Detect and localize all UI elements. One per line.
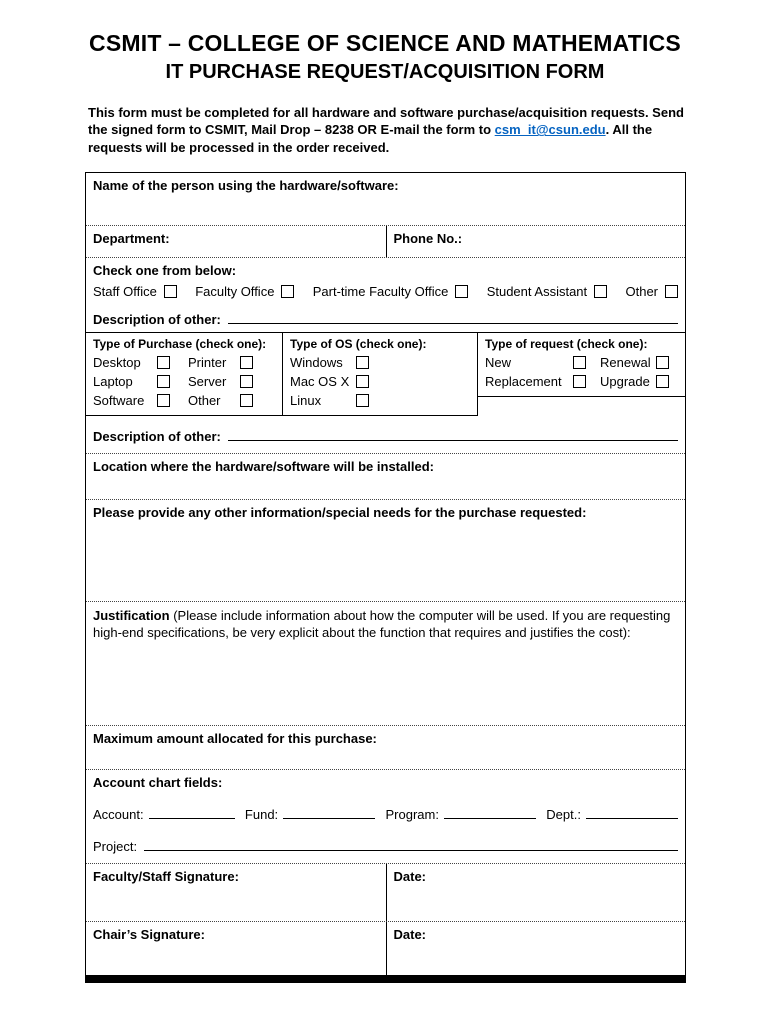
description-other-label-1: Description of other: xyxy=(93,311,221,327)
option-other xyxy=(625,284,678,299)
description-other-label-2: Description of other: xyxy=(93,428,221,444)
checkbox-student-assistant[interactable] xyxy=(594,285,607,298)
account-line[interactable] xyxy=(149,818,235,819)
option-faculty-office xyxy=(195,284,294,299)
account-chart-row xyxy=(86,769,685,863)
faculty-date-label: Date: xyxy=(393,868,427,884)
purchase-row-laptop-server xyxy=(93,374,275,389)
chair-signature-label: Chair’s Signature: xyxy=(93,926,205,942)
type-of-request-cell xyxy=(478,332,685,397)
description-other-row-2 xyxy=(86,416,685,453)
option-staff-office xyxy=(93,284,177,299)
checkbox-faculty-office[interactable] xyxy=(281,285,294,298)
type-of-request-label: Type of request (check one): xyxy=(485,336,648,351)
checkbox-mac-os-x[interactable] xyxy=(356,375,369,388)
location-input-area[interactable] xyxy=(93,474,678,494)
replacement-label: Replacement xyxy=(485,373,562,389)
software-label: Software xyxy=(93,392,145,408)
chair-date-cell[interactable] xyxy=(386,922,686,975)
part-time-faculty-office-label: Part-time Faculty Office xyxy=(312,283,449,299)
max-amount-label: Maximum amount allocated for this purchase: xyxy=(93,730,377,746)
checkbox-windows[interactable] xyxy=(356,356,369,369)
type-of-os-label: Type of OS (check one): xyxy=(290,336,427,351)
type-of-purchase-cell xyxy=(86,332,283,416)
location-label: Location where the hardware/software will be installed: xyxy=(93,458,434,474)
justification-label xyxy=(93,607,678,642)
special-needs-input-area[interactable] xyxy=(93,520,678,596)
os-row-windows xyxy=(290,355,470,370)
check-one-row xyxy=(86,257,685,332)
purchase-request-form-table xyxy=(85,172,686,983)
server-label: Server xyxy=(188,373,227,389)
name-input-area[interactable] xyxy=(93,193,678,217)
chair-signature-cell[interactable] xyxy=(86,922,386,975)
checkbox-printer[interactable] xyxy=(240,356,253,369)
other-purchase-label: Other xyxy=(188,392,221,408)
dept-field xyxy=(546,807,678,822)
page-title: CSMIT – COLLEGE OF SCIENCE AND MATHEMATICS xyxy=(89,30,681,56)
name-row xyxy=(86,173,685,225)
phone-cell[interactable] xyxy=(386,226,686,257)
faculty-signature-row xyxy=(86,863,685,921)
checkbox-new[interactable] xyxy=(573,356,586,369)
program-field xyxy=(386,807,536,822)
program-label: Program: xyxy=(385,806,439,822)
intro-text-after: . All the requests will be processed in the order received. xyxy=(88,122,653,155)
intro-text-before: This form must be completed for all hardware and software purchase/acquisition requests. Send the signed form to CSMIT, Mail Drop – 8238 OR E-mail the form to xyxy=(88,105,684,138)
staff-office-label: Staff Office xyxy=(93,283,157,299)
account-chart-label: Account chart fields: xyxy=(93,774,223,790)
account-fields-line xyxy=(93,807,678,822)
other-label: Other xyxy=(625,283,658,299)
justification-row xyxy=(86,601,685,725)
max-amount-input-area[interactable] xyxy=(93,746,678,764)
checkbox-renewal[interactable] xyxy=(656,356,669,369)
fund-field xyxy=(245,807,375,822)
checkbox-staff-office[interactable] xyxy=(164,285,177,298)
checkbox-other-purchase[interactable] xyxy=(240,394,253,407)
justification-label-rest: (Please include information about how the computer will be used. If you are requesting high-end specifications, be very explicit about the function that requires and justifies the cost): xyxy=(93,607,671,641)
location-row xyxy=(86,453,685,499)
laptop-label: Laptop xyxy=(93,373,133,389)
renewal-label: Renewal xyxy=(600,354,651,370)
project-label: Project: xyxy=(93,838,138,854)
windows-label: Windows xyxy=(290,354,343,370)
request-row-replacement-upgrade xyxy=(485,374,678,389)
checkbox-server[interactable] xyxy=(240,375,253,388)
request-row-new-renewal xyxy=(485,355,678,370)
checkbox-laptop[interactable] xyxy=(157,375,170,388)
checkbox-upgrade[interactable] xyxy=(656,375,669,388)
desktop-label: Desktop xyxy=(93,354,141,370)
name-label: Name of the person using the hardware/software: xyxy=(93,177,399,193)
special-needs-label: Please provide any other information/special needs for the purchase requested: xyxy=(93,504,587,520)
mac-os-x-label: Mac OS X xyxy=(290,373,350,389)
justification-label-bold: Justification xyxy=(93,607,170,623)
chair-date-label: Date: xyxy=(393,926,427,942)
os-row-mac xyxy=(290,374,470,389)
faculty-signature-label: Faculty/Staff Signature: xyxy=(93,868,239,884)
upgrade-label: Upgrade xyxy=(600,373,650,389)
student-assistant-label: Student Assistant xyxy=(486,283,588,299)
purchase-row-software-other xyxy=(93,393,275,408)
faculty-office-label: Faculty Office xyxy=(195,283,275,299)
description-other-line-1[interactable] xyxy=(228,323,678,324)
page-subtitle: IT PURCHASE REQUEST/ACQUISITION FORM xyxy=(165,61,605,83)
dept-line[interactable] xyxy=(586,818,678,819)
checkbox-replacement[interactable] xyxy=(573,375,586,388)
check-one-label: Check one from below: xyxy=(93,262,237,278)
account-label: Account: xyxy=(93,806,144,822)
checkbox-part-time-faculty-office[interactable] xyxy=(455,285,468,298)
description-other-line-2[interactable] xyxy=(228,440,678,441)
purchase-row-desktop-printer xyxy=(93,355,275,370)
new-label: New xyxy=(485,354,512,370)
type-of-os-cell xyxy=(283,332,478,416)
fund-line[interactable] xyxy=(283,818,375,819)
email-link[interactable]: csm_it@csun.edu xyxy=(494,122,606,138)
printer-label: Printer xyxy=(188,354,227,370)
department-label: Department: xyxy=(93,230,170,246)
dept-label: Dept.: xyxy=(546,806,581,822)
type-selection-row xyxy=(86,332,685,453)
checkbox-linux[interactable] xyxy=(356,394,369,407)
option-student-assistant xyxy=(487,284,607,299)
department-cell[interactable] xyxy=(86,226,386,257)
type-of-purchase-label: Type of Purchase (check one): xyxy=(93,336,267,351)
type-subtable xyxy=(86,332,685,416)
program-line[interactable] xyxy=(444,818,536,819)
special-needs-row xyxy=(86,499,685,601)
option-part-time-faculty-office xyxy=(313,284,469,299)
check-one-options xyxy=(93,284,678,299)
description-other-row-1 xyxy=(93,312,678,327)
project-field xyxy=(93,839,678,854)
checkbox-desktop[interactable] xyxy=(157,356,170,369)
max-amount-row xyxy=(86,725,685,769)
chair-signature-row xyxy=(86,921,685,975)
department-phone-row xyxy=(86,225,685,257)
faculty-signature-cell[interactable] xyxy=(86,864,386,921)
justification-input-area[interactable] xyxy=(93,642,678,720)
account-field xyxy=(93,807,235,822)
faculty-date-cell[interactable] xyxy=(386,864,686,921)
linux-label: Linux xyxy=(290,392,322,408)
phone-label: Phone No.: xyxy=(393,230,463,246)
project-line[interactable] xyxy=(144,850,678,851)
fund-label: Fund: xyxy=(244,806,279,822)
checkbox-other[interactable] xyxy=(665,285,678,298)
checkbox-software[interactable] xyxy=(157,394,170,407)
os-row-linux xyxy=(290,393,470,408)
intro-paragraph xyxy=(88,104,684,156)
